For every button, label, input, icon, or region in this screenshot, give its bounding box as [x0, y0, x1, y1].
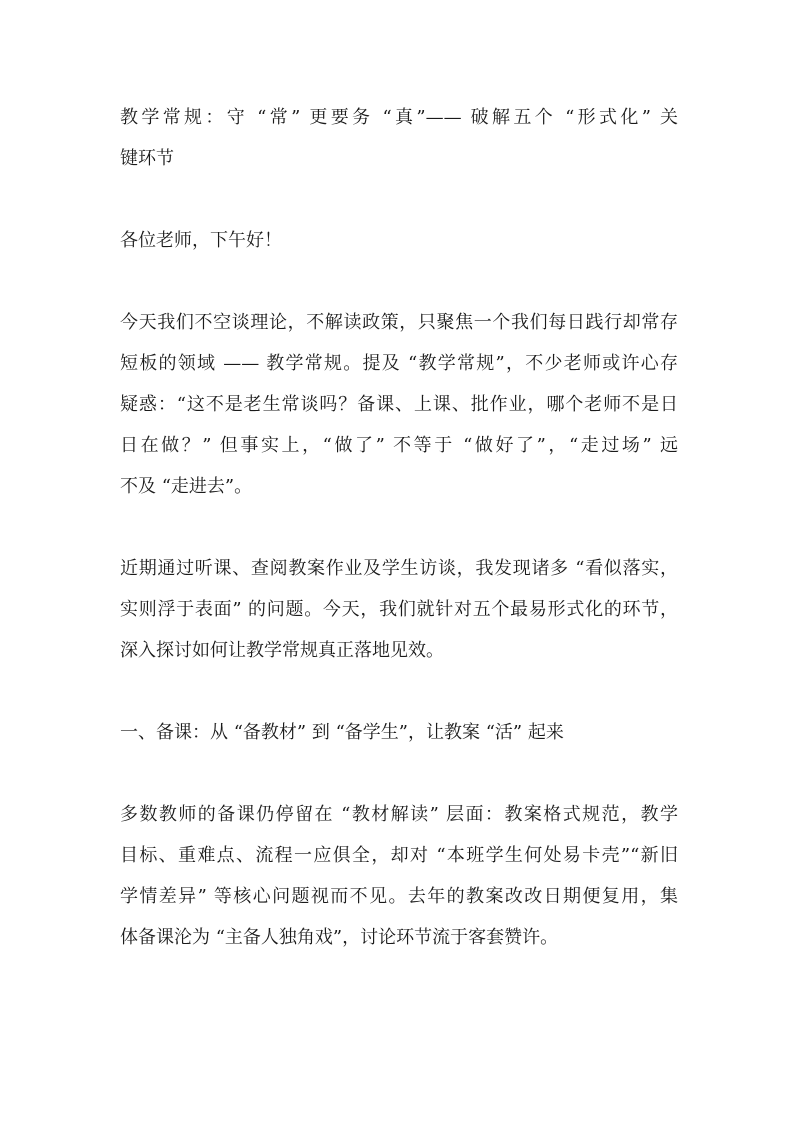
- section-1-heading: [120, 712, 678, 753]
- heading-line: 一、备课：从 “备教材” 到 “备学生”，让教案 “活” 起来: [120, 722, 564, 743]
- text-line: 疑惑：“这不是老生常谈吗？备课、上课、批作业，哪个老师不是日: [120, 394, 678, 415]
- findings-paragraph: [120, 548, 678, 671]
- text-line: 近期通过听课、查阅教案作业及学生访谈，我发现诸多 “看似落实，: [120, 558, 678, 579]
- document-title: [120, 97, 678, 179]
- text-line: 学情差异” 等核心问题视而不见。去年的教案改改日期便复用，集: [120, 886, 678, 907]
- section-1-paragraph: [120, 794, 678, 958]
- greeting-paragraph: [120, 220, 678, 261]
- title-line: 键环节: [120, 148, 174, 169]
- text-line: 日在做？” 但事实上，“做了” 不等于 “做好了”，“走过场” 远: [120, 435, 678, 456]
- text-line: 不及 “走进去”。: [120, 476, 253, 497]
- title-line: 教学常规：守 “常” 更要务 “真”—— 破解五个 “形式化” 关: [120, 107, 678, 128]
- text-line: 多数教师的备课仍停留在 “教材解读” 层面：教案格式规范，教学: [120, 804, 678, 825]
- text-line: 今天我们不空谈理论，不解读政策，只聚焦一个我们每日践行却常存: [120, 312, 678, 333]
- text-line: 体备课沦为 “主备人独角戏”，讨论环节流于客套赞许。: [120, 927, 559, 948]
- text-line: 短板的领域 —— 教学常规。提及 “教学常规”，不少老师或许心存: [120, 353, 678, 374]
- text-line: 实则浮于表面” 的问题。今天，我们就针对五个最易形式化的环节，: [120, 599, 678, 620]
- greeting-line: 各位老师，下午好！: [120, 230, 282, 251]
- intro-paragraph: [120, 302, 678, 507]
- document-page: [120, 97, 678, 999]
- text-line: 深入探讨如何让教学常规真正落地见效。: [120, 640, 444, 661]
- text-line: 目标、重难点、流程一应俱全，却对 “本班学生何处易卡壳”“新旧: [120, 845, 678, 866]
